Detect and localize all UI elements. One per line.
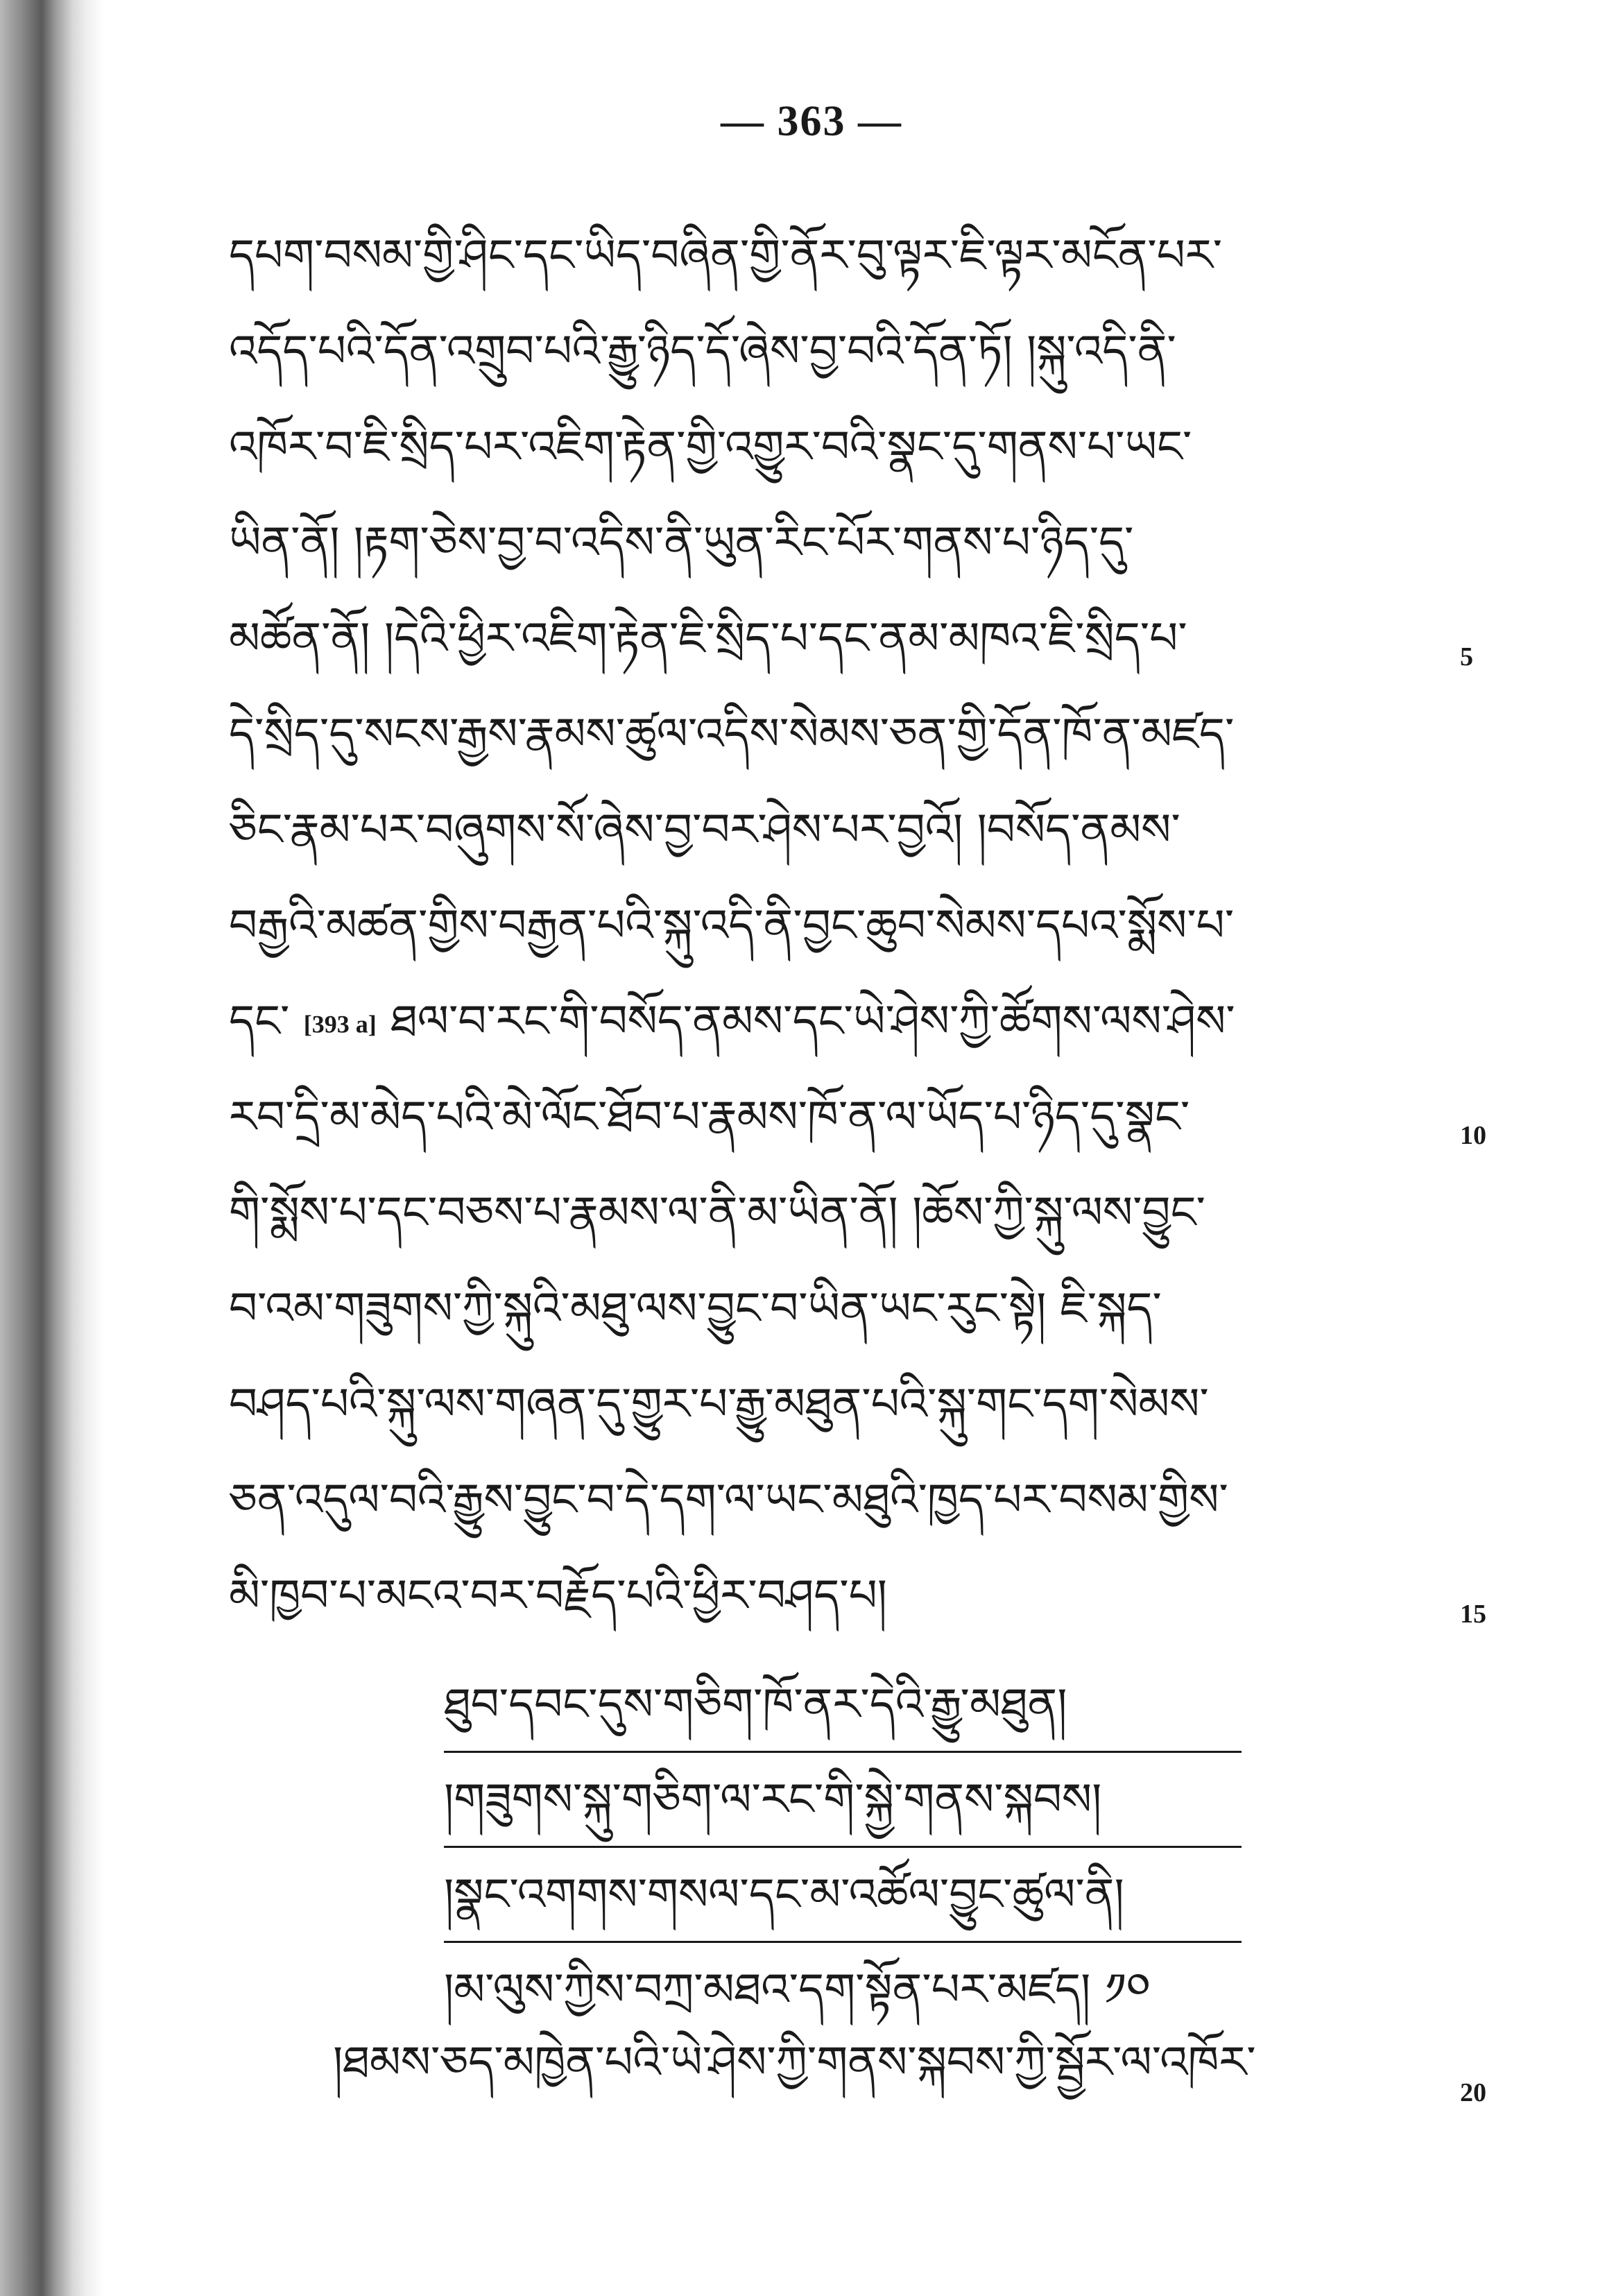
page-number: — 363 — (721, 98, 902, 145)
text-line: བརྒྱའི་མཚན་གྱིས་བརྒྱན་པའི་སྐུ་འདི་ནི་བྱང་ཆུབ་སེམས་དཔའ་སྨོས་པ་ (229, 900, 1235, 952)
binding-mark (28, 2046, 30, 2296)
line-number: 10 (1460, 1121, 1486, 1150)
line-number: 20 (1460, 2078, 1486, 2107)
text-line: ཐལ་བ་རང་གི་བསོད་ནམས་དང་ཡེ་ཤེས་ཀྱི་ཚོགས་ལས་ཤེས་ (390, 996, 1235, 1047)
text-line: མི་ཁྱབ་པ་མངའ་བར་བརྗོད་པའི་ཕྱིར་བཤད་པ། (229, 1570, 887, 1622)
text-line-with-folio (229, 974, 1477, 1070)
text-line: བ་འམ་གཟུགས་ཀྱི་སྐུའི་མཐུ་ལས་བྱུང་བ་ཡིན་ཡང་རུང་སྟེ། ཇི་སྐད་ (229, 1283, 1162, 1335)
line-number: 15 (1460, 1600, 1486, 1629)
main-text (229, 208, 1477, 1644)
verse-block (444, 1658, 1242, 2038)
text-line: ཅན་འདུལ་བའི་རྒྱུས་བྱུང་བ་དེ་དག་ལ་ཡང་མཐུའི་ཁྱད་པར་བསམ་གྱིས་ (229, 1475, 1228, 1526)
text-line: ཡིན་ནོ། །རྟག་ཅེས་བྱ་བ་འདིས་ནི་ཡུན་རིང་པོར་གནས་པ་ཉིད་དུ་ (229, 517, 1134, 569)
text-line: བཤད་པའི་སྐུ་ལས་གཞན་དུ་གྱུར་པ་རྒྱུ་མཐུན་པའི་སྐུ་གང་དག་སེམས་ (229, 1379, 1209, 1430)
text-line: གི་སྨོས་པ་དང་བཅས་པ་རྣམས་ལ་ནི་མ་ཡིན་ནོ། །ཆོས་ཀྱི་སྐུ་ལས་བྱུང་ (229, 1188, 1205, 1239)
binding-shadow (0, 0, 104, 2296)
text-line: དཔག་བསམ་གྱི་ཤིང་དང་ཡིད་བཞིན་གྱི་ནོར་བུ་ལྟར་ཇི་ལྟར་མངོན་པར་ (229, 230, 1223, 282)
text-line: དེ་སྲིད་དུ་སངས་རྒྱས་རྣམས་ཚུལ་འདིས་སེམས་ཅན་གྱི་དོན་ཁོ་ན་མཛད་ (229, 709, 1235, 760)
text-line: ཅིང་རྣམ་པར་བཞུགས་སོ་ཞེས་བྱ་བར་ཤེས་པར་བྱའོ། །བསོད་ནམས་ (229, 805, 1180, 856)
verse-line: ཐུབ་དབང་དུས་གཅིག་ཁོ་ནར་དེའི་རྒྱུ་མཐུན། (444, 1658, 1242, 1753)
text-line: མཚོན་ནོ། །དེའི་ཕྱིར་འཇིག་རྟེན་ཇི་སྲིད་པ་དང་ནམ་མཁའ་ཇི་སྲིད་པ་ (229, 613, 1187, 665)
text-line: འཁོར་བ་ཇི་སྲིད་པར་འཇིག་རྟེན་གྱི་འགྱུར་བའི་སྣང་དུ་གནས་པ་ཡང་ (229, 422, 1192, 473)
closing-line: །ཐམས་ཅད་མཁྱེན་པའི་ཡེ་ཤེས་ཀྱི་གནས་སྐབས་ཀྱི་སྦྱོར་ལ་འཁོར་ (333, 2037, 1256, 2089)
line-number: 5 (1460, 642, 1473, 671)
text-line: རབ་དྲི་མ་མེད་པའི་མེ་ལོང་ཐོབ་པ་རྣམས་ཁོ་ན་ལ་ཡོད་པ་ཉིད་དུ་སྣང་ (229, 1092, 1190, 1143)
line-prefix: དང་ (229, 996, 290, 1047)
verse-line: །གཟུགས་སྐུ་གཅིག་ལ་རང་གི་སྐྱེ་གནས་སྐབས། (444, 1753, 1242, 1848)
folio-reference: [393 a] (303, 1010, 377, 1038)
text-line: འདོད་པའི་དོན་འགྲུབ་པའི་རྒྱུ་ཉིད་དོ་ཞེས་བྱ་བའི་དོན་ཏོ། །སྐུ་འདི་ནི་ (229, 326, 1176, 377)
verse-line: །སྣང་འགགས་གསལ་དང་མ་འཚོལ་བྱུང་ཚུལ་ནི། (444, 1848, 1242, 1943)
verse-line: །མ་ལུས་ཀྱིས་བཀྲ་མཐའ་དག་སྟོན་པར་མཛད། ༡༠ (444, 1964, 1151, 2016)
